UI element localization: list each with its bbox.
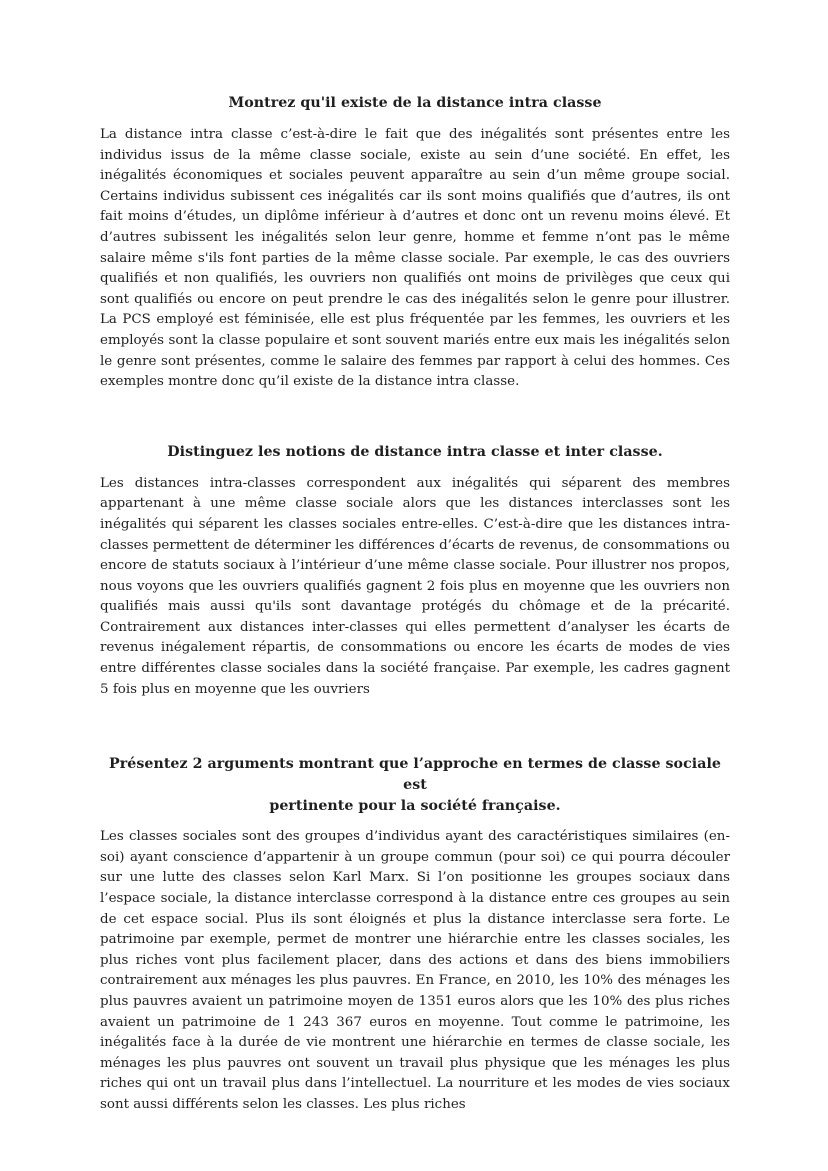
- section-body: Les distances intra-classes correspondent aux inégalités qui séparent des membres appartenant à une même classe sociale alors que les distances interclasses sont les inégalités qui séparent les classes sociales entre-elles. C’est-à-dire que les distances intra-classes permettent de déterminer les différences d’écarts de revenus, de consommations ou encore de statuts sociaux à l’intérieur d’une même classe sociale. Pour illustrer nos propos, nous voyons que les ouvriers qualifiés gagnent 2 fois plus en moyenne que les ouvriers non qualifiés mais aussi qu'ils sont davantage protégés du chômage et de la précarité. Contrairement aux distances inter-classes qui elles permettent d’analyser les écarts de revenus inégalement répartis, de consommations ou encore les écarts de modes de vies entre différentes classe sociales dans la société française. Par exemple, les cadres gagnent 5 fois plus en moyenne que les ouvriers: [100, 475, 730, 697]
- section-intra-inter-classe: [100, 442, 730, 701]
- document-page: [100, 93, 730, 1116]
- section-title-line-1: Présentez 2 arguments montrant que l’approche en termes de classe sociale est: [109, 756, 721, 794]
- section-title: [100, 754, 730, 817]
- section-title: Montrez qu'il existe de la distance intra classe: [228, 95, 602, 111]
- section-body: Les classes sociales sont des groupes d’individus ayant des caractéristiques similaires (en-soi) ayant conscience d’appartenir à un groupe commun (pour soi) ce qui pourra découler sur une lutte des classes selon Karl Marx. Si l’on positionne les groupes sociaux dans l’espace sociale, la distance interclasse correspond à la distance entre ces groupes au sein de cet espace social. Plus ils sont éloignés et plus la distance interclasse sera forte. Le patrimoine par exemple, permet de montrer une hiérarchie entre les classes sociales, les plus riches vont plus facilement placer, dans des actions et dans des biens immobiliers contrairement aux ménages les plus pauvres. En France, en 2010, les 10% des ménages les plus pauvres avaient un patrimoine moyen de 1351 euros alors que les 10% des plus riches avaient un patrimoine de 1 243 367 euros en moyenne. Tout comme le patrimoine, les inégalités face à la durée de vie montrent une hiérarchie en termes de classe sociale, les ménages les plus pauvres ont souvent un travail plus physique que les ménages les plus riches qui ont un travail plus dans l’intellectuel. La nourriture et les modes de vies sociaux sont aussi différents selon les classes. Les plus riches: [100, 829, 730, 1112]
- section-title: Distinguez les notions de distance intra classe et inter classe.: [167, 443, 663, 460]
- section-classe-sociale-arguments: [100, 754, 730, 1115]
- section-intra-classe: [100, 93, 730, 393]
- section-title-line-2: pertinente pour la société française.: [269, 798, 561, 815]
- section-body: La distance intra classe c’est-à-dire le fait que des inégalités sont présentes entre les individus issus de la même classe sociale, existe au sein d’une société. En effet, les inégalités économiques et sociales peuvent apparaître au sein d’un même groupe social. Certains individus subissent ces inégalités car ils sont moins qualifiés que d’autres, ils ont fait moins d’études, un diplôme inférieur à d’autres et donc ont un revenu moins élevé. Et d’autres subissent les inégalités selon leur genre, homme et femme n’ont pas le même salaire même s'ils font parties de la même classe sociale. Par exemple, le cas des ouvriers qualifiés et non qualifiés, les ouvriers non qualifiés ont moins de privilèges que ceux qui sont qualifiés ou encore on peut prendre le cas des inégalités selon le genre pour illustrer. La PCS employé est féminisée, elle est plus fréquentée par les femmes, les ouvriers et les employés sont la classe populaire et sont souvent mariés entre eux mais les inégalités selon le genre sont présentes, comme le salaire des femmes par rapport à celui des hommes. Ces exemples montre donc qu’il existe de la distance intra classe.: [100, 127, 730, 390]
